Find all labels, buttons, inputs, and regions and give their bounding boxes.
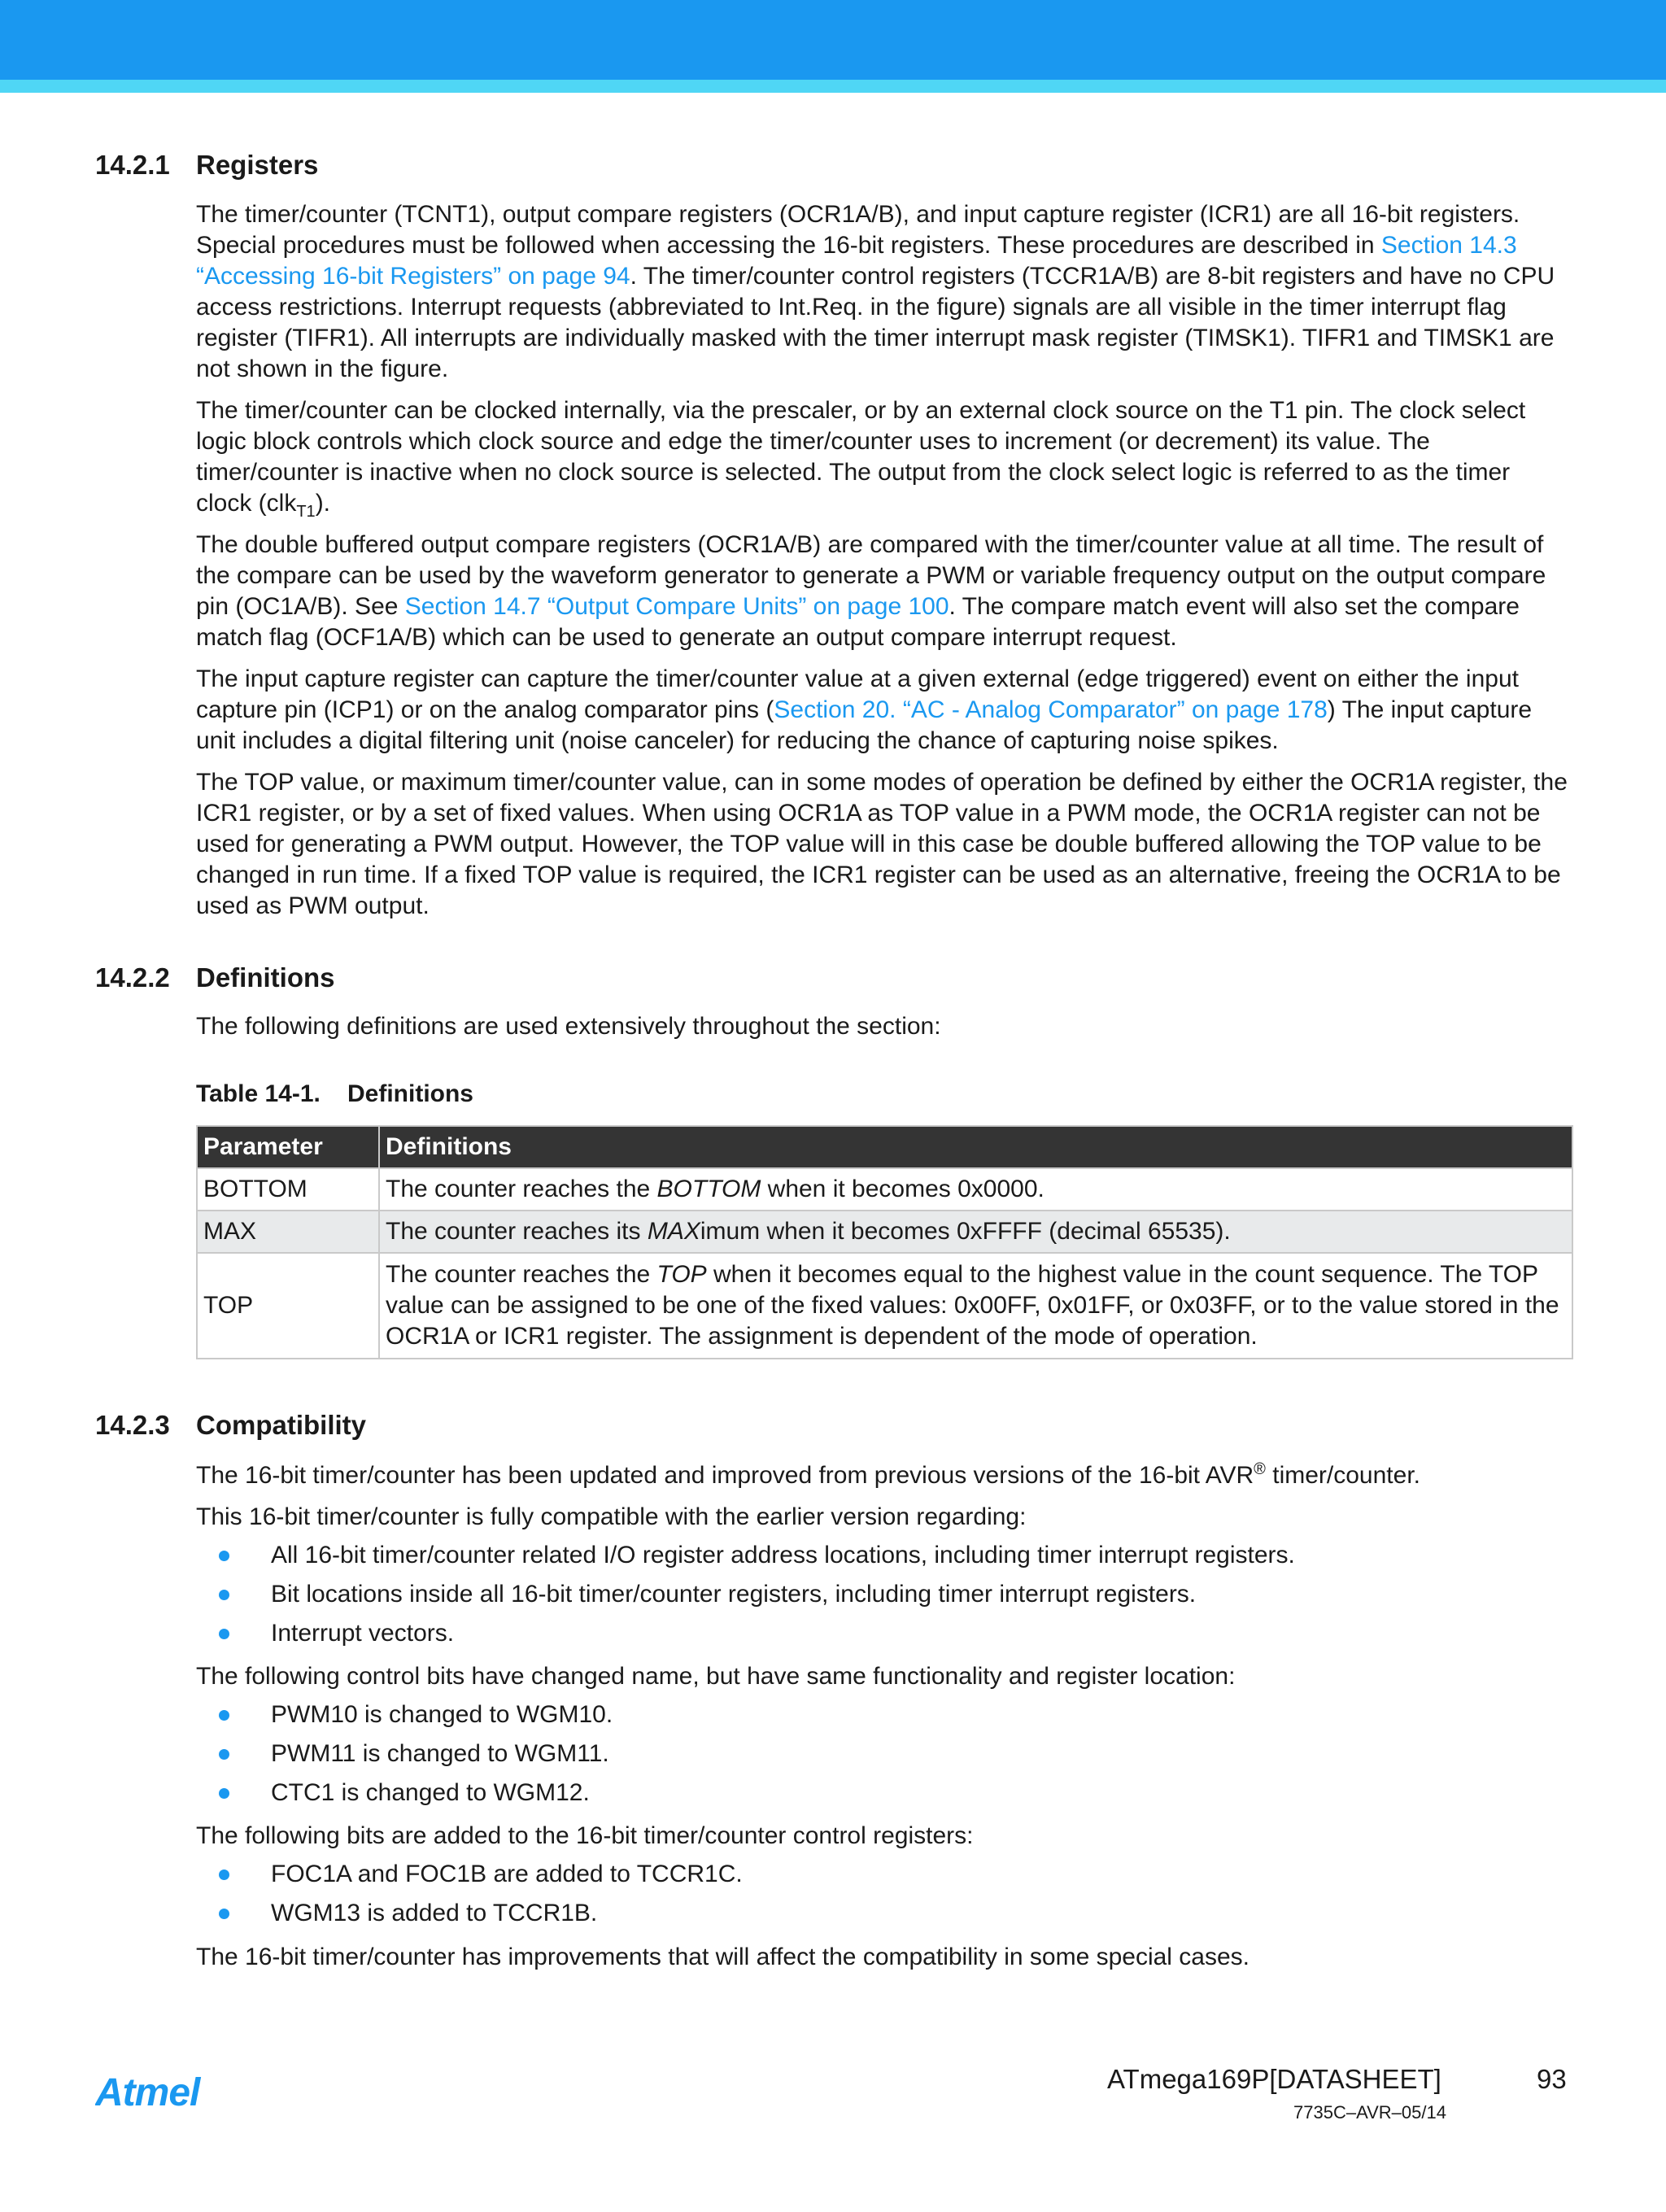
emphasis: MAX	[647, 1218, 700, 1245]
table-header-row	[197, 1126, 1572, 1168]
compat-paragraph: This 16-bit timer/counter is fully compatible with the earlier version regarding:	[196, 1503, 1027, 1530]
section-heading-registers	[95, 149, 318, 181]
compat-list	[196, 1540, 1571, 1657]
table-number: Table 14-1.	[196, 1080, 321, 1107]
added-bits-list	[196, 1859, 1571, 1937]
table-row	[197, 1253, 1572, 1359]
xref-link-section-20[interactable]: Section 20. “AC - Analog Comparator” on page 178	[774, 696, 1328, 723]
bullet-icon	[219, 1749, 229, 1760]
bullet-icon	[219, 1909, 229, 1919]
bullet-icon	[219, 1590, 229, 1600]
text: ).	[315, 490, 331, 517]
text: The input capture register can capture the timer/counter value at a given external (edge triggered) event on either the input capture pin (ICP1) or on the analog comparator pins (	[196, 665, 1519, 723]
section-number: 14.2.1	[95, 150, 170, 180]
text: ) The input capture unit includes a digital filtering unit (noise canceler) for reducing the chance of capturing noise spikes.	[196, 696, 1533, 754]
emphasis: TOP	[656, 1261, 707, 1288]
compat-paragraph	[196, 1460, 1420, 1491]
list-item-text: CTC1 is changed to WGM12.	[271, 1779, 590, 1806]
bullet-icon	[219, 1629, 229, 1639]
xref-link-section-14-7[interactable]: Section 14.7 “Output Compare Units” on page 100	[404, 593, 949, 620]
definitions-intro: The following definitions are used extensively throughout the section:	[196, 1013, 941, 1040]
table-row	[197, 1168, 1572, 1211]
logo-text: Atmel	[95, 2071, 200, 2114]
paragraph	[196, 664, 1571, 757]
atmel-logo	[95, 2071, 242, 2114]
text: The counter reaches the	[386, 1176, 657, 1202]
table-row	[197, 1211, 1572, 1253]
list-item-text: WGM13 is added to TCCR1B.	[271, 1900, 598, 1926]
list-item	[196, 1699, 1571, 1739]
text: . The compare match event will also set the compare match flag (OCF1A/B) which can be used to generate an output compare interrupt request.	[196, 593, 1520, 651]
section-heading-definitions	[95, 962, 335, 994]
document-title: ATmega169P[DATASHEET]	[1107, 2064, 1441, 2094]
renamed-bits-list	[196, 1699, 1571, 1817]
subscript: T1	[296, 503, 316, 521]
text: The 16-bit timer/counter has been updated and improved from previous versions of the 16-bit AVR	[196, 1462, 1254, 1489]
list-item	[196, 1778, 1571, 1817]
table-cell-param: MAX	[197, 1211, 379, 1253]
list-item-text: PWM11 is changed to WGM11.	[271, 1740, 609, 1767]
section-title: Definitions	[196, 962, 335, 993]
header-bar	[0, 0, 1666, 80]
paragraph	[196, 199, 1571, 385]
document-revision: 7735C–AVR–05/14	[1293, 2102, 1446, 2123]
section-heading-compatibility	[95, 1409, 366, 1442]
table-caption	[196, 1079, 473, 1110]
list-item	[196, 1540, 1571, 1579]
list-item	[196, 1898, 1571, 1937]
compat-paragraph: The following bits are added to the 16-bit timer/counter control registers:	[196, 1822, 974, 1849]
paragraph	[196, 395, 1571, 519]
registered-mark: ®	[1254, 1460, 1266, 1478]
table-title: Definitions	[347, 1080, 473, 1107]
emphasis: BOTTOM	[656, 1176, 761, 1202]
text: The timer/counter can be clocked internally, via the prescaler, or by an external clock source on the T1 pin. The clock select logic block controls which clock source and edge the timer/counter uses to increment (or decrement) its value. The timer/counter is inactive when no clock source is selected. The output from the clock select logic is referred to as the timer clock (clk	[196, 397, 1526, 517]
compat-paragraph: The following control bits have changed name, but have same functionality and register location:	[196, 1663, 1236, 1690]
table-cell-param: BOTTOM	[197, 1168, 379, 1211]
column-header: Definitions	[379, 1126, 1572, 1168]
paragraph	[196, 530, 1571, 653]
definitions-table	[196, 1125, 1573, 1359]
text: when it becomes equal to the highest value in the count sequence. The TOP value can be assigned to be one of the fixed values: 0x00FF, 0x01FF, or 0x03FF, or to the value stored in the OCR1A or ICR1 register. The assignment is dependent of the mode of operation.	[386, 1261, 1559, 1350]
list-item-text: PWM10 is changed to WGM10.	[271, 1701, 613, 1728]
page-number: 93	[1537, 2064, 1567, 2094]
list-item	[196, 1859, 1571, 1898]
bullet-icon	[219, 1551, 229, 1561]
text: The counter reaches its	[386, 1218, 648, 1245]
list-item-text: Bit locations inside all 16-bit timer/counter registers, including timer interrupt registers.	[271, 1581, 1197, 1608]
bullet-icon	[219, 1870, 229, 1880]
text: . The timer/counter control registers (TCCR1A/B) are 8-bit registers and have no CPU access restrictions. Interrupt requests (abbreviated to Int.Req. in the figure) signals are all visible in the timer interrupt flag register (TIFR1). All interrupts are individually masked with the timer interrupt mask register (TIMSK1). TIFR1 and TIMSK1 are not shown in the figure.	[196, 263, 1555, 382]
header-stripe	[0, 80, 1666, 93]
table-cell-definition	[379, 1211, 1572, 1253]
section-title: Compatibility	[196, 1410, 367, 1440]
text: The double buffered output compare registers (OCR1A/B) are compared with the timer/counter value at all time. The result of the compare can be used by the waveform generator to generate a PWM or variable frequency output on the output compare pin (OC1A/B). See	[196, 531, 1546, 620]
table-cell-definition	[379, 1168, 1572, 1211]
registers-body	[196, 199, 1571, 922]
section-number: 14.2.3	[95, 1410, 170, 1440]
text: when it becomes 0x0000.	[761, 1176, 1045, 1202]
section-title: Registers	[196, 150, 319, 180]
bullet-icon	[219, 1788, 229, 1799]
text: imum when it becomes 0xFFFF (decimal 65535).	[700, 1218, 1231, 1245]
section-number: 14.2.2	[95, 962, 170, 993]
list-item-text: Interrupt vectors.	[271, 1620, 455, 1647]
text: timer/counter.	[1265, 1462, 1420, 1489]
paragraph: The TOP value, or maximum timer/counter value, can in some modes of operation be defined by either the OCR1A register, the ICR1 register, or by a set of fixed values. When using OCR1A as TOP value in a PWM mode, the OCR1A register can not be used for generating a PWM output. However, the TOP value will in this case be double buffered allowing the TOP value to be changed in run time. If a fixed TOP value is required, the ICR1 register can be used as an alternative, freeing the OCR1A to be used as PWM output.	[196, 769, 1568, 919]
column-header: Parameter	[197, 1126, 379, 1168]
table-cell-param: TOP	[197, 1253, 379, 1359]
text: The timer/counter (TCNT1), output compare registers (OCR1A/B), and input capture register (ICR1) are all 16-bit registers. Special procedures must be followed when accessing the 16-bit registers. These procedures are described in	[196, 201, 1520, 259]
list-item-text: FOC1A and FOC1B are added to TCCR1C.	[271, 1861, 743, 1887]
list-item	[196, 1739, 1571, 1778]
text: The counter reaches the	[386, 1261, 657, 1288]
list-item	[196, 1618, 1571, 1657]
table-cell-definition	[379, 1253, 1572, 1359]
compat-paragraph: The 16-bit timer/counter has improvements that will affect the compatibility in some special cases.	[196, 1944, 1250, 1970]
list-item-text: All 16-bit timer/counter related I/O register address locations, including timer interrupt registers.	[271, 1542, 1295, 1568]
xref-link-section-14-3[interactable]: Section 14.3 “Accessing 16-bit Registers” on page 94	[196, 232, 1517, 290]
bullet-icon	[219, 1710, 229, 1721]
list-item	[196, 1579, 1571, 1618]
